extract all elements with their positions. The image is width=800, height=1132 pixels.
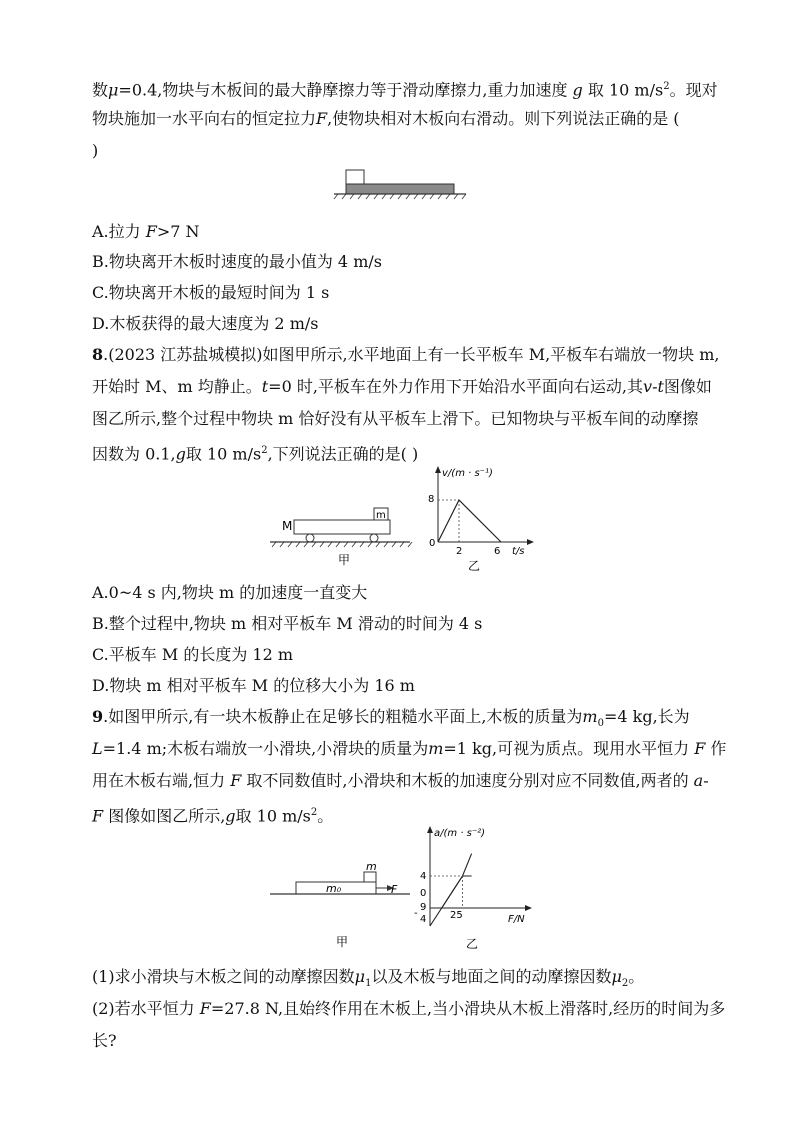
q7-option-a: A.拉力 F>7 N: [92, 222, 200, 241]
q7-text-line-2: 物块施加一水平向右的恒定拉力F,使物块相对木板向右滑动。则下列说法正确的是 (: [92, 109, 680, 128]
q8-label-m: m: [376, 510, 386, 521]
q9-text-line-3: 用在木板右端,恒力 F 取不同数值时,小滑块和木板的加速度分别对应不同数值,两者的 a-: [92, 771, 709, 790]
q9-caption-jia: 甲: [336, 935, 349, 949]
q8-text-line-4: 因数为 0.1,g取 10 $m/s^2$,下列说法正确的是( ): [92, 444, 419, 464]
q9-text-line-4: F 图像如图乙所示,g取 10 $m/s^2$。: [92, 806, 334, 826]
q8-option-b: B.整个过程中,物块 m 相对平板车 M 滑动的时间为 4 s: [92, 614, 483, 633]
q7-option-d: D.木板获得的最大速度为 2 m/s: [92, 314, 319, 333]
q9-label-m: m: [366, 860, 377, 873]
q8-vt-chart: [420, 462, 540, 572]
q8-caption-jia: 甲: [338, 553, 351, 567]
q9-tick-25: 25: [450, 910, 463, 921]
q9-label-F: F: [391, 883, 398, 896]
q9-tick-minus: -: [414, 908, 418, 919]
q9-caption-yi: 乙: [466, 937, 479, 951]
q9-aF-series-1: [442, 876, 472, 908]
q9-tick-4: 4: [420, 871, 427, 882]
q9-label-m0: m₀: [326, 882, 342, 895]
q9-text-line-2: L=1.4 m;木板右端放一小滑块,小滑块的质量为m=1 kg,可视为质点。现用水平恒力 F 作: [92, 739, 727, 758]
q9-y-axis-label: a/(m · s⁻²): [434, 828, 486, 839]
q7-text-line-1: 数μ=0.4,物块与木板间的最大静摩擦力等于滑动摩擦力,重力加速度 g 取 10 $m/s^2$。现对: [92, 80, 718, 100]
q9-sub-question-2: (2)若水平恒力 F=27.8 N,且始终作用在木板上,当小滑块从木板上滑落时,经历的时间为多: [92, 999, 726, 1018]
q7-board: [346, 184, 454, 194]
q7-text-line-3: ): [92, 141, 99, 160]
q7-option-b: B.物块离开木板时速度的最小值为 4 m/s: [92, 252, 382, 271]
q8-y-axis-label: v/(m · s⁻¹): [442, 468, 493, 479]
q7-block: [346, 170, 364, 184]
q8-vt-series-line: [438, 500, 501, 542]
q8-figure-cart: [270, 500, 420, 570]
q8-option-d: D.物块 m 相对平板车 M 的位移大小为 16 m: [92, 676, 415, 695]
q8-tick-2: 2: [456, 546, 463, 557]
q9-sub-question-2-cont: 长?: [92, 1031, 117, 1050]
q9-tick-4b: 4: [420, 914, 427, 925]
q8-option-a: A.0~4 s 内,物块 m 的加速度一直变大: [92, 583, 368, 602]
q8-tick-0: 0: [429, 538, 436, 549]
q8-wheel-right: [370, 534, 378, 542]
q7-option-c: C.物块离开木板的最短时间为 1 s: [92, 283, 330, 302]
q9-text-line-1: 9.如图甲所示,有一块木板静止在足够长的粗糙水平面上,木板的质量为$m_0=4$ kg,长为: [92, 707, 690, 730]
q8-x-axis-label: t/s: [512, 546, 525, 557]
q8-cart-body: [294, 520, 390, 534]
q7-figure-block-on-board: [330, 168, 470, 204]
q8-text-line-1: 8.(2023 江苏盐城模拟)如图甲所示,水平地面上有一长平板车 M,平板车右端放一物块 m,: [92, 345, 720, 364]
q8-wheel-left: [306, 534, 314, 542]
q8-text-line-2: 开始时 M、m 均静止。t=0 时,平板车在外力作用下开始沿水平面向右运动,其v-t图像如: [92, 377, 712, 396]
q8-option-c: C.平板车 M 的长度为 12 m: [92, 645, 294, 664]
q9-figure-board: [270, 860, 410, 950]
q9-sub-question-1: (1)求小滑块与木板之间的动摩擦因数$\mu_1$以及木板与地面之间的动摩擦因数$\mu_2$。: [92, 967, 645, 990]
q8-text-line-3: 图乙所示,整个过程中物块 m 恰好没有从平板车上滑下。已知物块与平板车间的动摩擦: [92, 409, 699, 428]
q8-label-M: M: [282, 519, 293, 533]
q9-aF-chart: [410, 822, 540, 952]
q8-tick-6: 6: [494, 546, 501, 557]
q9-slider: [364, 872, 376, 882]
q8-tick-8: 8: [428, 494, 435, 505]
q8-caption-yi: 乙: [468, 559, 481, 573]
q9-x-axis-label: F/N: [508, 914, 525, 925]
q9-tick-0: 0: [420, 888, 427, 899]
q9-tick-9: 9: [420, 902, 427, 913]
